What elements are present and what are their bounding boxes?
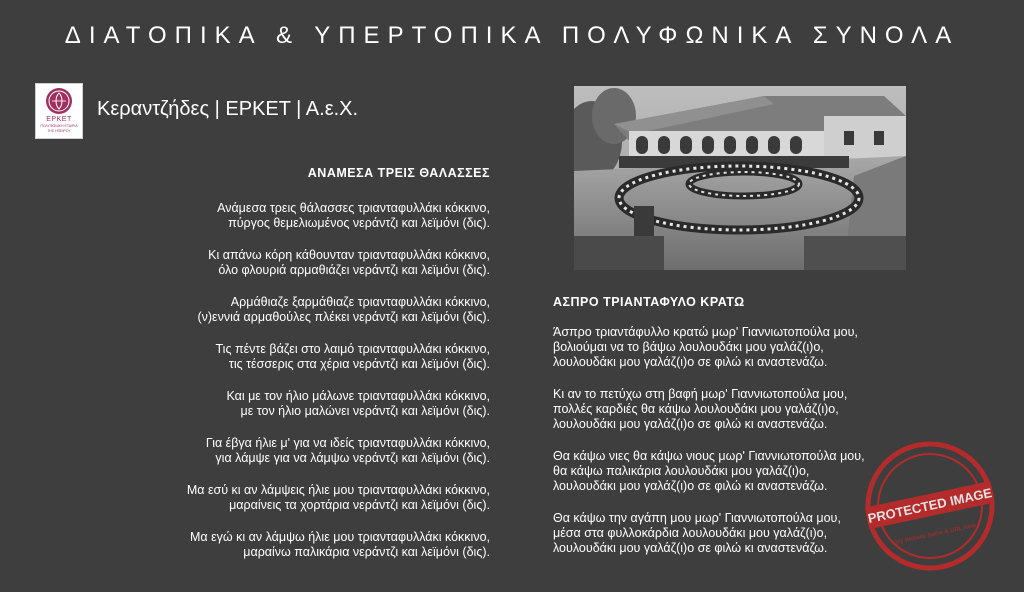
verse <box>553 387 953 432</box>
verse <box>90 436 490 466</box>
verse-line: θα κάψω παλικάρια λουλουδάκι μου γαλάζ(ι)ο, <box>553 464 810 478</box>
song-right-title: ΑΣΠΡΟ ΤΡΙΑΝΤΑΦΥΛΟ ΚΡΑΤΩ <box>553 295 745 309</box>
stamp-subtext: My Website Name & URL Here <box>894 522 978 546</box>
verse-line: για λάμψε για να λάμψω νεράντζι και λεϊμόνι (δις). <box>215 451 490 465</box>
verse-line: Αρμάθιαζε ξαρμάθιαζε τριανταφυλλάκι κόκκινο, <box>230 295 490 309</box>
verse-line: Κι αν το πετύχω στη βαφή μωρ' Γιαννιωτοπούλα μου, <box>553 387 848 401</box>
verse-line: Και με τον ήλιο μάλωνε τριανταφυλλάκι κόκκινο, <box>226 389 490 403</box>
verse-line: Τις πέντε βάζει στο λαιμό τριανταφυλλάκι κόκκινο, <box>215 342 490 356</box>
song-left <box>90 166 490 577</box>
verse-line: Άσπρο τριαντάφυλλο κρατώ μωρ' Γιαννιωτοπούλα μου, <box>553 325 858 339</box>
verse-line: Μα εσύ κι αν λάμψεις ήλιε μου τριανταφυλλάκι κόκκινο, <box>186 483 490 497</box>
verse-line: πύργος θεμελιωμένος νεράντζι και λεϊμόνι (δις). <box>228 216 490 230</box>
logo <box>35 83 83 139</box>
logo-subtext-1: ΠΟΛΥΦΩΝΙΚΗ ΕΤΑΙΡΙΑ <box>40 124 78 128</box>
verse-line: με τον ήλιο μαλώνει νεράντζι και λεϊμόνι (δις). <box>240 404 490 418</box>
verse-line: μαραίνω παλικάρια νεράντζι και λεϊμόνι (δις). <box>243 545 490 559</box>
verse-line: Για έβγα ήλιε μ' για να ιδείς τριανταφυλλάκι κόκκινο, <box>205 436 490 450</box>
verse-line: πολλές καρδιές θα κάψω λουλουδάκι μου γαλάζ(ι)ο, <box>553 402 839 416</box>
verse <box>553 325 953 370</box>
verse <box>90 483 490 513</box>
verse-line: μαραίνεις τα χορτάρια νεράντζι και λεϊμόνι (δις). <box>229 498 490 512</box>
logo-emblem-icon <box>45 87 73 115</box>
verse <box>90 201 490 231</box>
verse-line: λουλουδάκι μου γαλάζ(ι)ο σε φιλώ κι αναστενάζω. <box>553 417 828 431</box>
verse-line: όλο φλουριά αρμαθιάζει νεράντζι και λεϊμόνι (δις). <box>218 263 490 277</box>
verse-line: Μα εγώ κι αν λάμψω ήλιε μου τριανταφυλλάκι κόκκινο, <box>189 530 490 544</box>
verse-line: Κι απάνω κόρη κάθουνταν τριανταφυλλάκι κόκκινο, <box>208 248 490 262</box>
stamp-text: PROTECTED IMAGE <box>866 485 994 526</box>
verse <box>90 342 490 372</box>
dance-photo <box>574 86 906 270</box>
verse-line: βολιούμαι να το βάψω λουλουδάκι μου γαλάζ(ι)ο, <box>553 340 824 354</box>
logo-subtext-2: ΤΗΣ ΗΠΕΙΡΟΥ <box>47 129 71 133</box>
verse <box>90 248 490 278</box>
verse-line: (ν)εννιά αρμαθούλες πλέκει νεράντζι και λεϊμόνι (δις). <box>197 310 490 324</box>
verse <box>90 295 490 325</box>
page-title: ΔΙΑΤΟΠΙΚΑ & ΥΠΕΡΤΟΠΙΚΑ ΠΟΛΥΦΩΝΙΚΑ ΣΥΝΟΛΑ <box>64 22 960 49</box>
subtitle: Κεραντζήδες | ΕΡΚΕΤ | Α.ε.Χ. <box>97 98 359 120</box>
verse-line: λουλουδάκι μου γαλάζ(ι)ο σε φιλώ κι αναστενάζω. <box>553 479 828 493</box>
protected-image-stamp <box>849 425 1010 586</box>
verse-line: μέσα στα φυλλοκάρδια λουλουδάκι μου γαλάζ(ι)ο, <box>553 526 828 540</box>
verse-line: τις τέσσερις στα χέρια νεράντζι και λεϊμόνι (δις). <box>228 357 490 371</box>
verse-line: λουλουδάκι μου γαλάζ(ι)ο σε φιλώ κι αναστενάζω. <box>553 355 828 369</box>
verse <box>90 389 490 419</box>
verse-line: λουλουδάκι μου γαλάζ(ι)ο σε φιλώ κι αναστενάζω. <box>553 541 828 555</box>
song-left-title: ΑΝΑΜΕΣΑ ΤΡΕΙΣ ΘΑΛΑΣΣΕΣ <box>307 166 490 180</box>
verse-line: Θα κάψω νιες θα κάψω νιους μωρ' Γιαννιωτοπούλα μου, <box>553 449 865 463</box>
verse-line: Ανάμεσα τρεις θάλασσες τριανταφυλλάκι κόκκινο, <box>217 201 490 215</box>
verse-line: Θα κάψω την αγάπη μου μωρ' Γιαννιωτοπούλα μου, <box>553 511 841 525</box>
logo-name: ΕΡΚΕΤ <box>46 116 72 123</box>
verse <box>90 530 490 560</box>
